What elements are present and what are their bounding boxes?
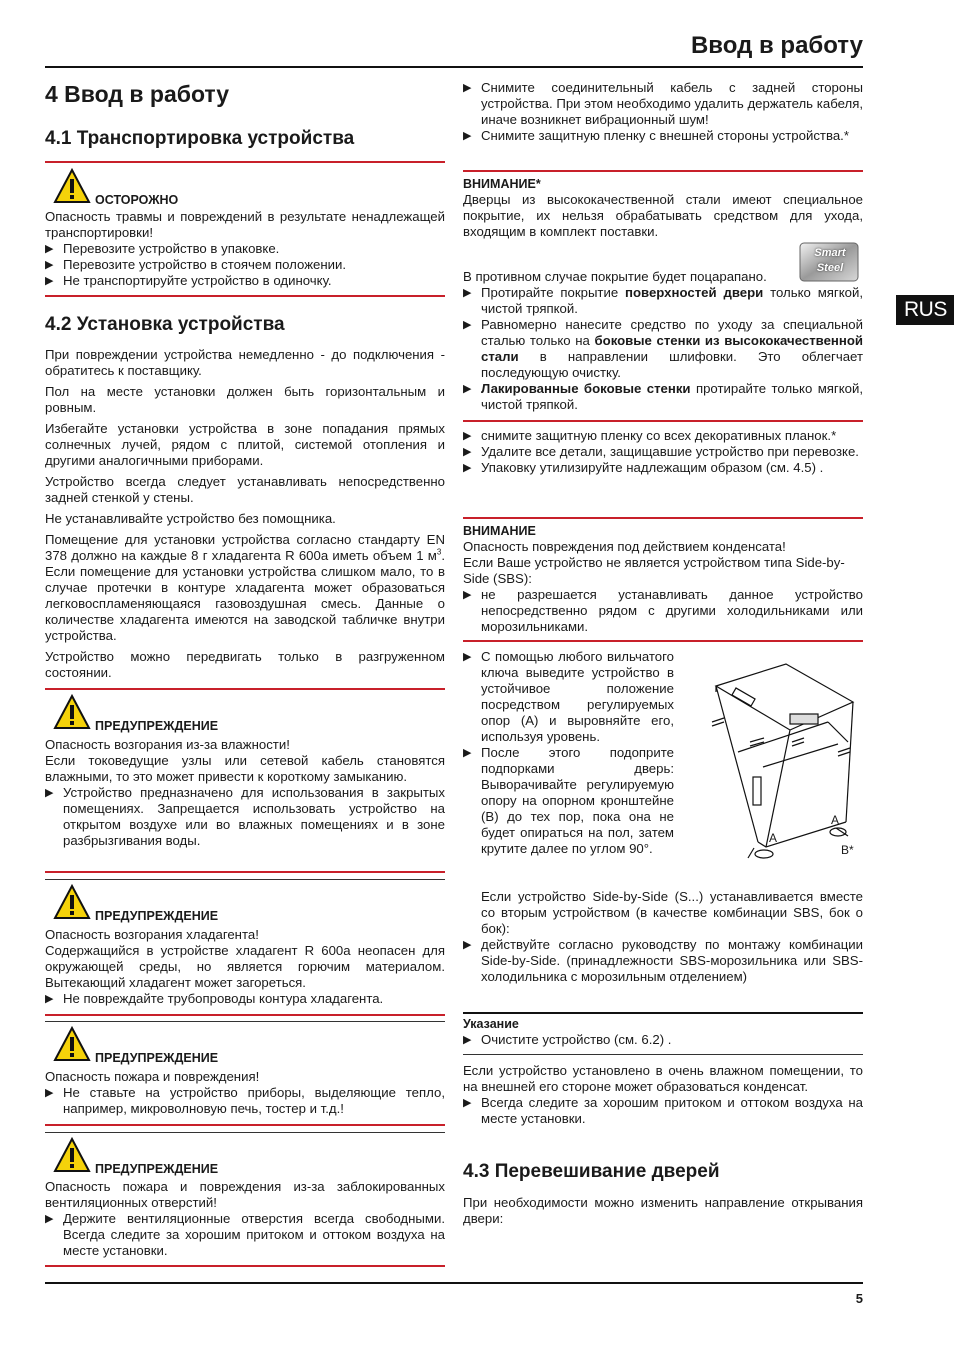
warning-label: ПРЕДУПРЕЖДЕНИЕ: [95, 719, 219, 733]
door-text: [463, 1195, 863, 1227]
warning-header: [45, 1137, 445, 1177]
header-rule: [45, 66, 863, 68]
warning-header: [45, 1026, 445, 1066]
list-item: ▶ С помощью любого вильчатого ключа выведите устройство в устойчивое положение посредством регулируемых опор (A) и выровняйте его, используя уровень.: [463, 649, 674, 745]
warning-text: Опасность возгорания хладагента!: [45, 927, 259, 942]
thin-rule: [45, 1021, 445, 1022]
warning-text: Опасность пожара и повреждения из-за заблокированных вентиляционных отверстий!: [45, 1179, 445, 1210]
attention-text: Опасность повреждения под действием конденсата!: [463, 539, 786, 554]
thin-rule: [45, 1132, 445, 1133]
red-rule: [45, 1014, 445, 1016]
list-item: ▶ действуйте согласно руководству по монтажу комбинации Side-by-Side. (принадлежности SBS-морозильника или SBS-холодильника с морозильным отделением): [463, 937, 863, 985]
red-rule: [463, 420, 863, 422]
warning-triangle-icon: [53, 1026, 91, 1062]
warning-text: Опасность пожара и повреждения!: [45, 1069, 260, 1084]
chapter-title: 4 Ввод в работу: [45, 81, 230, 107]
section-title-4-1: 4.1 Транспортировка устройства: [45, 128, 355, 149]
red-rule: [45, 688, 445, 690]
section-title-4-2: 4.2 Установка устройства: [45, 314, 285, 335]
note-rule: [463, 1012, 863, 1014]
red-rule: [45, 871, 445, 873]
paragraph-en378: Помещение для установки устройства согласно стандарту EN 378 должно на каждые 8 г хладагента R 600a иметь объем 1 $м^3$. Если помещение для установки устройства слишком мало, то в случае протечки в контуре хладагента может образоваться легковоспламеняющаяся газовоздушная смесь. Данные о количестве хладагента имеются на заводской табличке внутри устройства.: [45, 532, 445, 643]
paragraph: Устройство можно передвигать только в разгруженном состоянии.: [45, 649, 445, 680]
sbs-block: [463, 889, 863, 985]
warning-triangle-icon: [53, 694, 91, 730]
warning-triangle-icon: [53, 168, 91, 204]
attention-text: Дверцы из высококачественной стали имеют специальное покрытие, их нельзя обрабатывать средством для ухода, входящим в комплект поставки.: [463, 192, 863, 239]
thin-rule: [463, 1054, 863, 1055]
caution-label: ОСТОРОЖНО: [95, 193, 179, 207]
language-tab: RUS: [896, 295, 954, 325]
warning-label: ПРЕДУПРЕЖДЕНИЕ: [95, 1051, 219, 1065]
list-item: ▶ Равномерно нанесите средство по уходу за специальной сталью только на боковые стенки из высококачественной стали в направлении шлифовки. Это облегчает последующую очистку.: [463, 317, 863, 381]
attention-text: Если Ваше устройство не является устройством типа Side-by-Side (SBS):: [463, 555, 845, 586]
list-item: ▶ Всегда следите за хорошим притоком и оттоком воздуха на месте установки.: [463, 1095, 863, 1127]
warning-block-moisture: [45, 737, 445, 849]
red-rule: [45, 1124, 445, 1126]
paragraph: Пол на месте установки должен быть горизонтальным и ровным.: [45, 384, 445, 415]
figure-label-b: B*: [841, 843, 854, 857]
warning-text: Опасность возгорания из-за влажности!: [45, 737, 290, 752]
red-rule: [45, 295, 445, 297]
paragraph: Избегайте установки устройства в зоне попадания прямых солнечных лучей, рядом с плитой, системой отопления и другими аналогичными приборами.: [45, 421, 445, 468]
paragraph: При необходимости можно изменить направление открывания двери:: [463, 1195, 863, 1226]
list-item: ▶ снимите защитную пленку со всех декоративных планок.*: [463, 428, 863, 444]
attention-label: ВНИМАНИЕ: [463, 524, 536, 538]
warning-triangle-icon: [53, 1137, 91, 1173]
warning-label: ПРЕДУПРЕЖДЕНИЕ: [95, 1162, 219, 1176]
list-item: ▶ Лакированные боковые стенки протирайте только мягкой, чистой тряпкой.: [463, 381, 863, 413]
caution-header: [45, 168, 445, 208]
warning-text: Если токоведущие узлы или сетевой кабель становятся влажными, то это может привести к короткому замыканию.: [45, 753, 445, 784]
smart-steel-logo-text: Smart Steel: [814, 247, 846, 274]
figure-label-a: A: [769, 831, 778, 845]
list-item: ▶ Устройство предназначено для использования в закрытых помещениях. Запрещается использовать устройство на открытом воздухе или во влажных помещениях и в зоне разбрызгивания воды.: [45, 785, 445, 849]
red-rule: [463, 517, 863, 519]
list-item: ▶ Очистите устройство (см. 6.2) .: [463, 1032, 863, 1048]
caution-block: [45, 209, 445, 289]
list-item: ▶ Удалите все детали, защищавшие устройство при перевозке.: [463, 444, 863, 460]
thin-rule: [45, 879, 445, 880]
warning-label: ПРЕДУПРЕЖДЕНИЕ: [95, 909, 219, 923]
list-item: ▶ Упаковку утилизируйте надлежащим образом (см. 4.5) .: [463, 460, 863, 476]
red-rule: [45, 161, 445, 163]
list-item: ▶ не разрешается устанавливать данное устройство непосредственно рядом с другими холодильниками или морозильниками.: [463, 587, 863, 635]
list-item: ▶ Протирайте покрытие поверхностей двери только мягкой, чистой тряпкой.: [463, 285, 863, 317]
page-header-title: Ввод в работу: [690, 32, 863, 59]
leveling-steps: [463, 649, 674, 857]
paragraph: Если устройство установлено в очень влажном помещении, то на внешней его стороне может образоваться конденсат.: [463, 1063, 863, 1094]
list-item: ▶ Не ставьте на устройство приборы, выделяющие тепло, например, микроволновую печь, тостер и т.д.!: [45, 1085, 445, 1117]
list-item: ▶ Перевозите устройство в стоячем положении.: [45, 257, 445, 273]
page-number: 5: [855, 1291, 863, 1306]
warning-header: [45, 694, 445, 734]
paragraph: Если устройство Side-by-Side (S...) устанавливается вместе со вторым устройством (в качестве комбинации SBS, бок о бок):: [481, 889, 863, 936]
attention-steel-block: [463, 176, 863, 240]
packaging-steps: [463, 428, 863, 476]
warning-block-refrigerant: [45, 927, 445, 1007]
list-item: ▶ После этого подоприте подпорками дверь: Выворачивайте регулируемую опору на опорном кронштейне (B) до тех пор, пока она не будет опираться на пол, затем крутите далее по углом 90°.: [463, 745, 674, 857]
footer-rule: [45, 1282, 863, 1284]
section-title-4-3: 4.3 Перевешивание дверей: [463, 1161, 720, 1182]
appliance-leveling-illustration: [708, 652, 868, 872]
caution-text: Опасность травмы и повреждений в результате ненадлежащей транспортировки!: [45, 209, 445, 240]
red-rule: [463, 170, 863, 172]
attention-condensate-block: [463, 523, 863, 635]
warning-text: Содержащийся в устройстве хладагент R 600a неопасен для окружающей среды, но является горючим материалом. Вытекающий хладагент может загореться.: [45, 943, 445, 990]
warning-block-ventilation: [45, 1179, 445, 1259]
warning-block-fire: [45, 1069, 445, 1117]
paragraph: Не устанавливайте устройство без помощника.: [45, 511, 336, 526]
attention-text: В противном случае покрытие будет поцарапано.: [463, 269, 767, 284]
list-item: ▶ Держите вентиляционные отверстия всегда свободными. Всегда следите за хорошим притоком и оттоком воздуха на месте установки.: [45, 1211, 445, 1259]
steel-care-steps: [463, 269, 863, 413]
attention-label: ВНИМАНИЕ*: [463, 177, 541, 191]
list-item: ▶ Не повреждайте трубопроводы контура хладагента.: [45, 991, 445, 1007]
list-item: ▶ Перевозите устройство в упаковке.: [45, 241, 445, 257]
figure-label-a: A: [831, 813, 840, 827]
warning-triangle-icon: [53, 884, 91, 920]
list-item: ▶ Снимите защитную пленку с внешней стороны устройства.*: [463, 128, 863, 144]
note-block: [463, 1016, 863, 1048]
humidity-block: [463, 1063, 863, 1127]
warning-header: [45, 884, 445, 924]
red-rule: [45, 1265, 445, 1267]
list-item: ▶ Снимите соединительный кабель с задней стороны устройства. При этом необходимо удалить держатель кабеля, иначе возникнет вибрационный шум!: [463, 80, 863, 128]
note-label: Указание: [463, 1017, 519, 1031]
install-text: [45, 347, 445, 681]
paragraph: Устройство всегда следует устанавливать непосредственно задней стенкой у стены.: [45, 474, 445, 505]
paragraph: При повреждении устройства немедленно - до подключения - обратитесь к поставщику.: [45, 347, 445, 378]
unpack-steps: [463, 80, 863, 144]
red-rule: [463, 640, 863, 642]
list-item: ▶ Не транспортируйте устройство в одиночку.: [45, 273, 445, 289]
